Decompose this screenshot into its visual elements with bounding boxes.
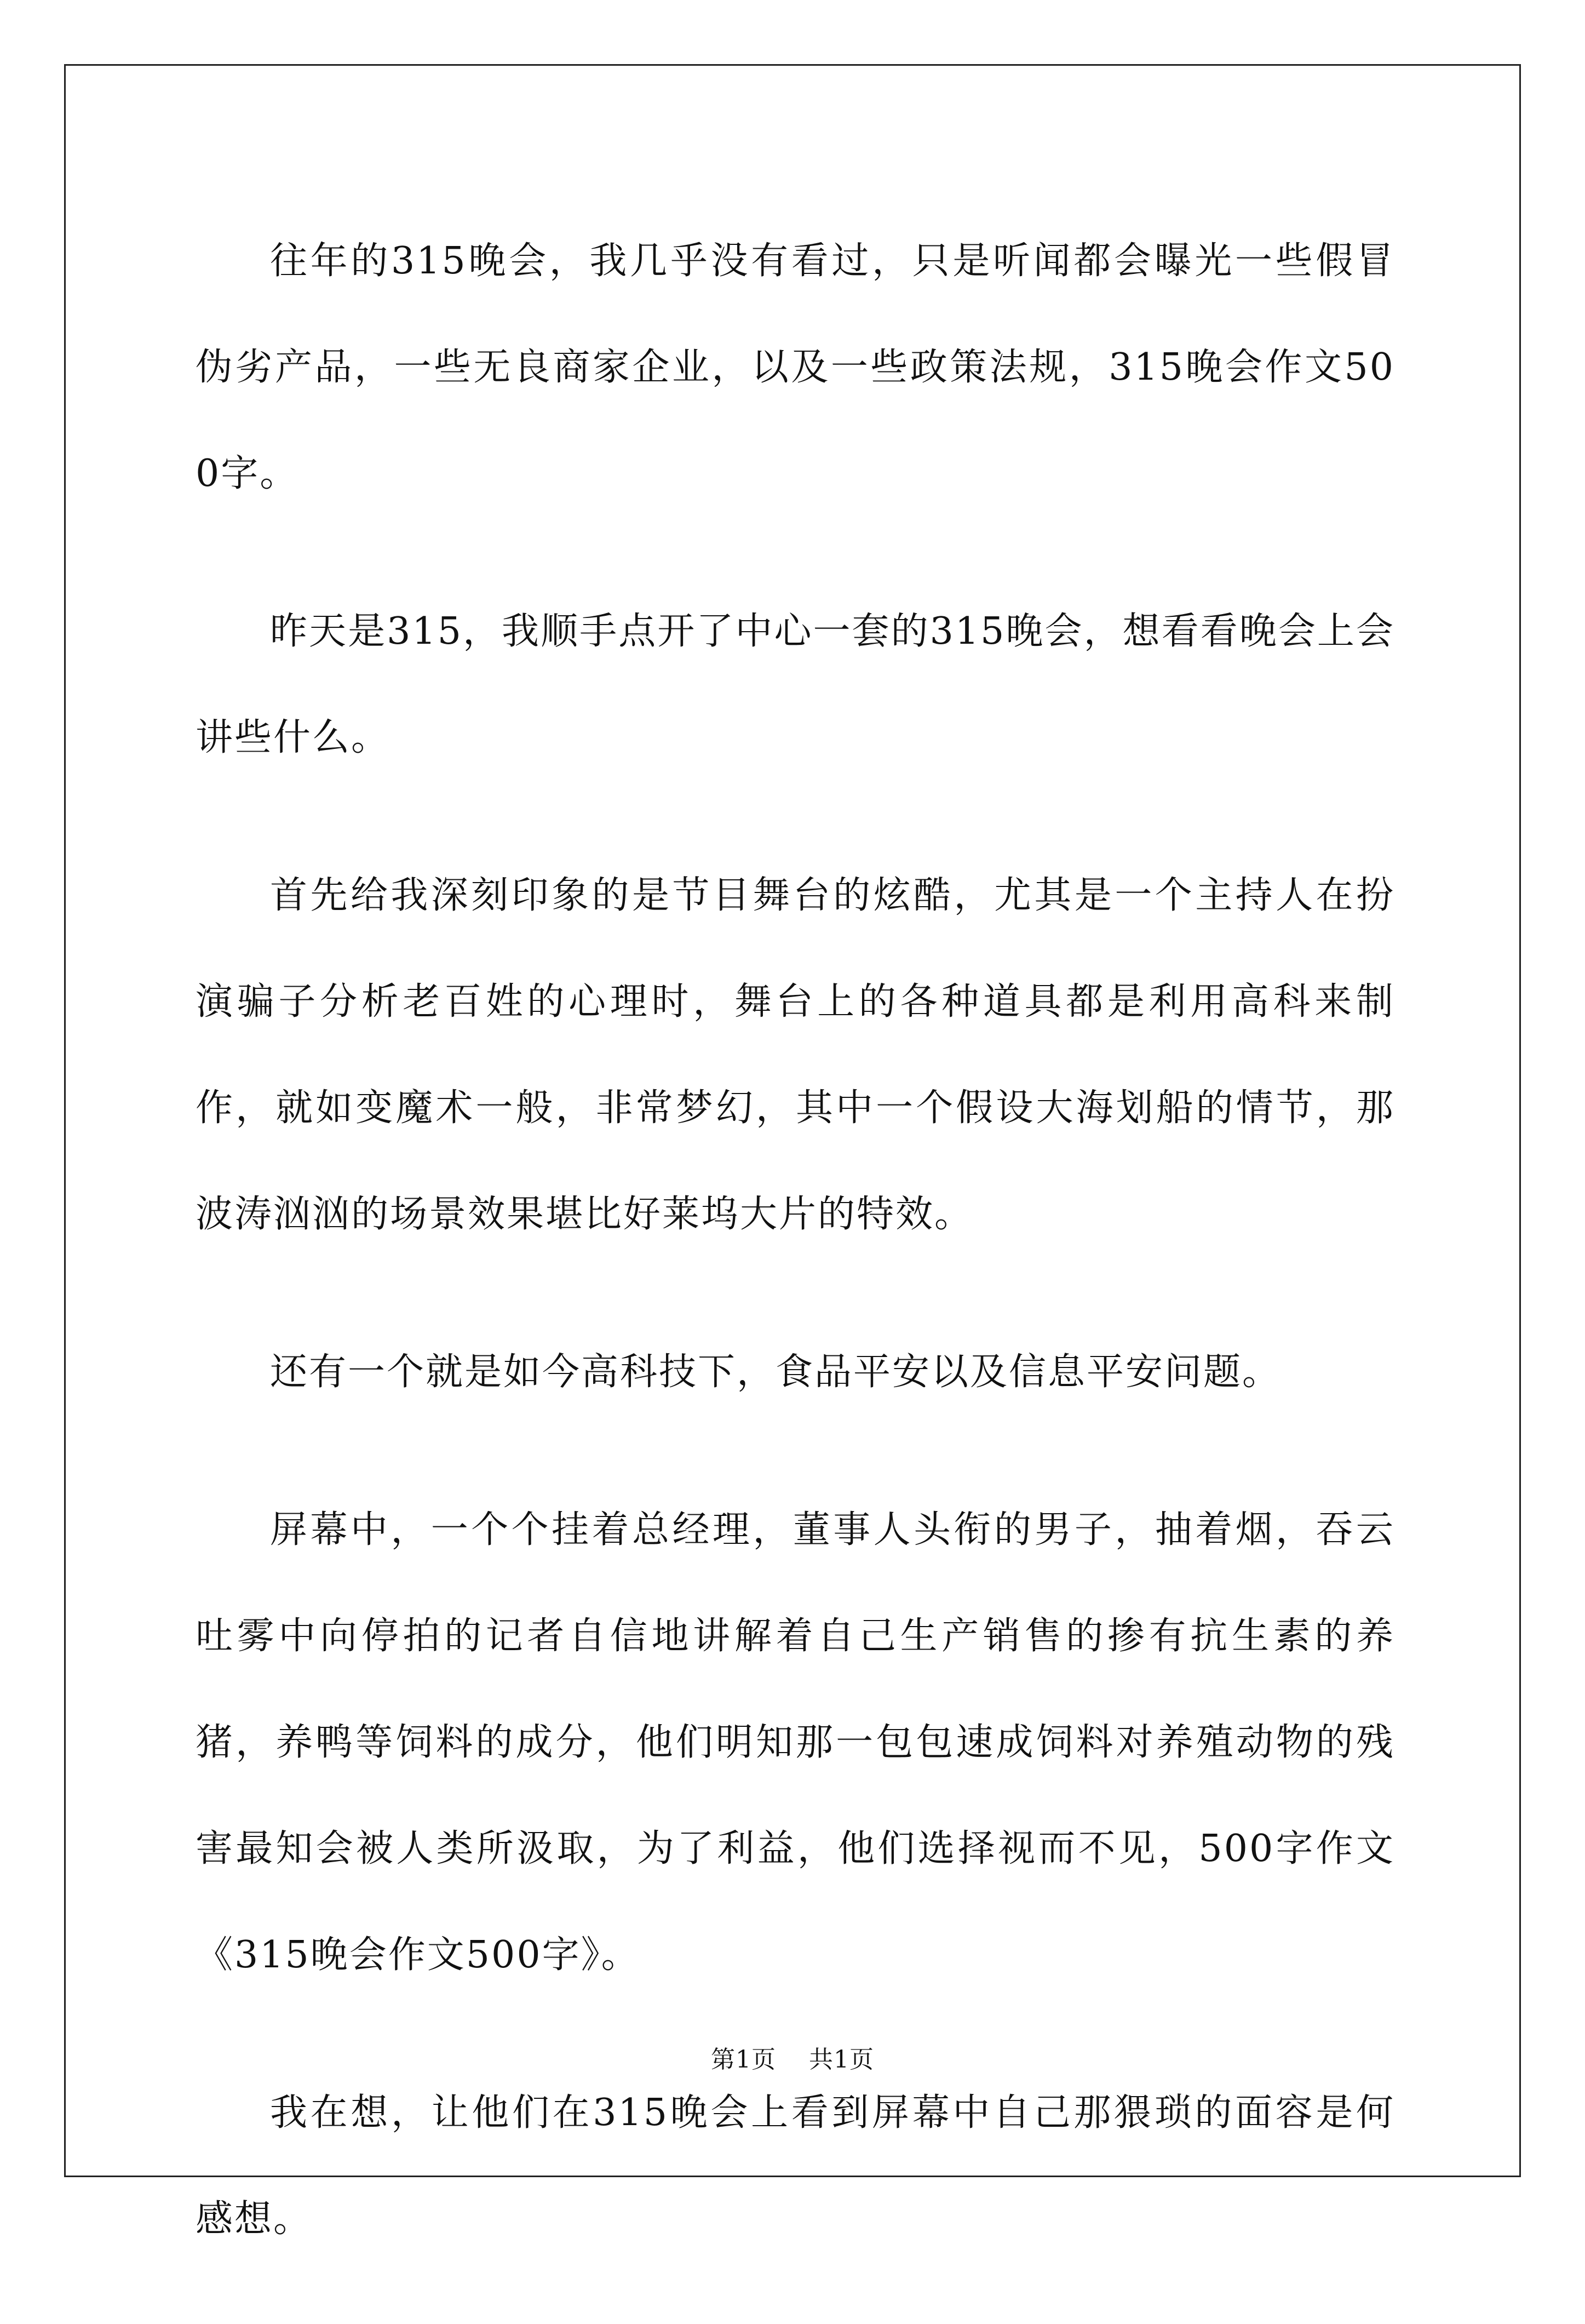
paragraph-6: 我在想，让他们在315晚会上看到屏幕中自己那猥琐的面容是何感想。	[196, 2091, 1395, 2241]
page-footer	[0, 2043, 1585, 2076]
paragraph-4: 还有一个就是如今高科技下，食品平安以及信息平安问题。	[270, 1350, 1282, 1394]
page-number-total: 共1页	[808, 2046, 874, 2074]
paragraph-5: 屏幕中，一个个挂着总经理，董事人头衔的男子，抽着烟，吞云吐雾中向停拍的记者自信地讲解着自己生产销售的掺有抗生素的养猪，养鸭等饲料的成分，他们明知那一包包速成饲料对养殖动物的残害最知会被人类所汲取，为了利益，他们选择视而不见，500字作文《315晚会作文500字》。	[196, 1508, 1395, 1977]
paragraph-2: 昨天是315，我顺手点开了中心一套的315晚会，想看看晚会上会讲些什么。	[196, 610, 1395, 759]
page-number-current: 第1页	[711, 2046, 777, 2074]
paragraph-1: 往年的315晚会，我几乎没有看过，只是听闻都会曝光一些假冒伪劣产品，一些无良商家企业，以及一些政策法规，315晚会作文500字。	[196, 239, 1395, 495]
paragraph-3: 首先给我深刻印象的是节目舞台的炫酷，尤其是一个主持人在扮演骗子分析老百姓的心理时，舞台上的各种道具都是利用高科来制作，就如变魔术一般，非常梦幻，其中一个假设大海划船的情节，那波涛汹汹的场景效果堪比好莱坞大片的特效。	[196, 874, 1395, 1236]
document-body	[196, 208, 1395, 2324]
footer-gap	[776, 2046, 809, 2074]
